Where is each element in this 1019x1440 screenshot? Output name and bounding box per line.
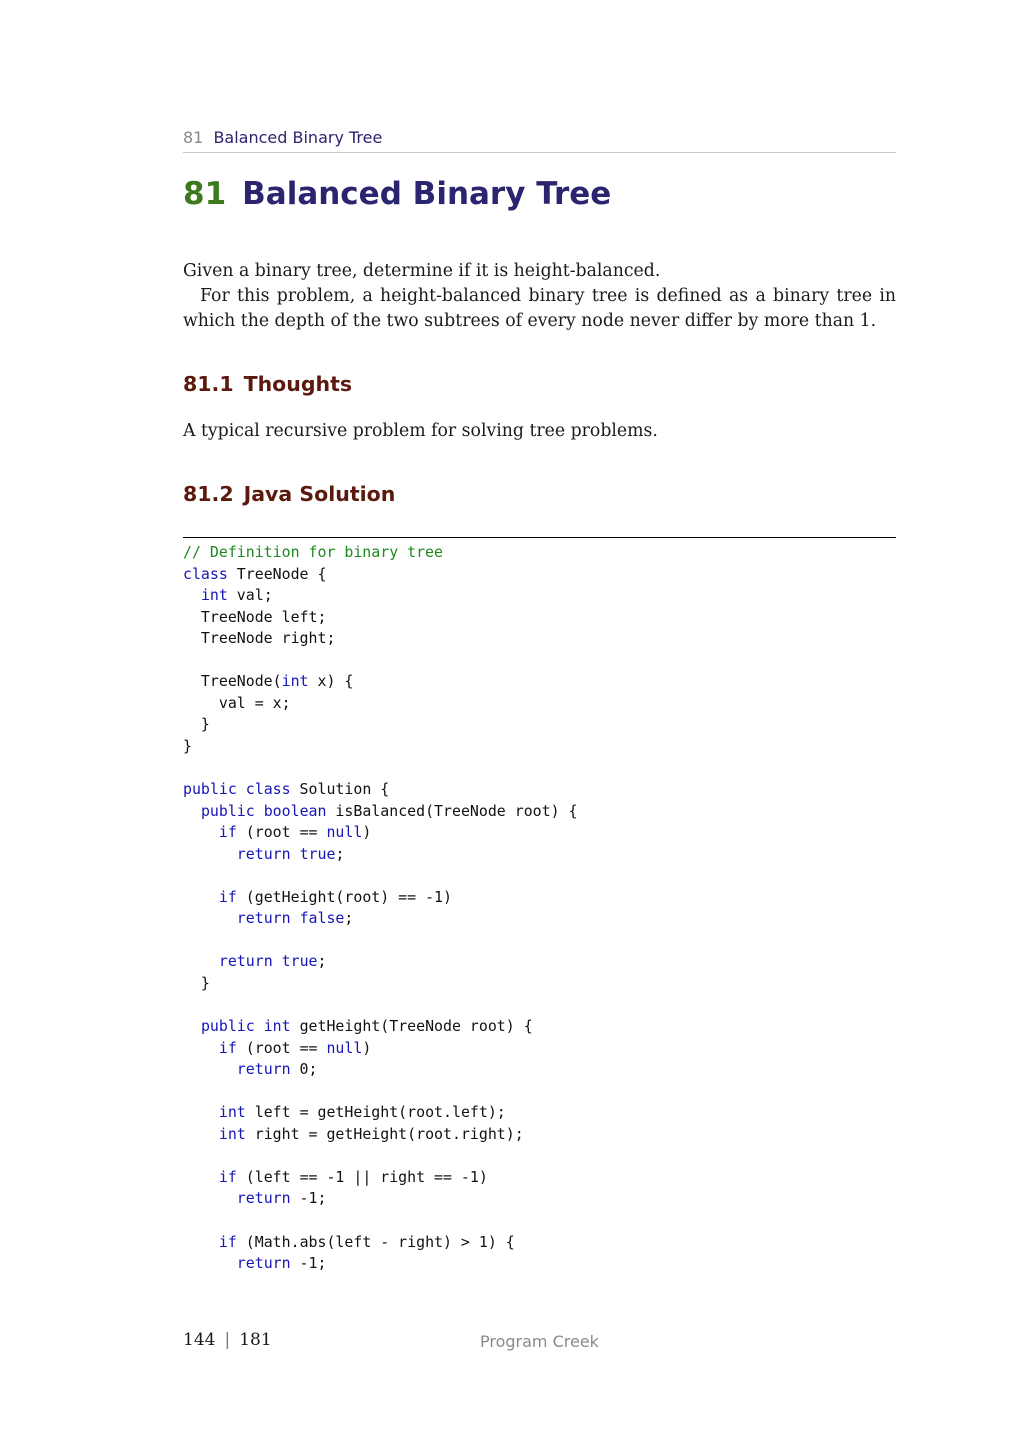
code-text: TreeNode right;	[183, 629, 336, 648]
code-text	[183, 1189, 237, 1207]
code-line	[183, 1167, 578, 1189]
code-text	[183, 1039, 219, 1057]
code-text: x) {	[308, 672, 354, 691]
code-text	[183, 1103, 219, 1121]
code-keyword: class	[183, 564, 228, 583]
code-line	[183, 930, 578, 952]
code-text: (getHeight(root) == -1)	[236, 887, 452, 906]
intro-paragraph-2: For this problem, a height-balanced binary tree is defined as a binary tree in which the depth of the two subtrees of every node never differ by more than 1.	[183, 286, 896, 331]
section-number: 81.2	[183, 482, 234, 506]
code-text	[183, 1168, 219, 1186]
code-keyword: false	[299, 909, 345, 928]
code-text: (root ==	[236, 823, 327, 842]
code-line	[183, 585, 578, 607]
code-text: ;	[344, 909, 354, 928]
code-keyword: if	[218, 1038, 237, 1057]
total-pages: 181	[239, 1330, 272, 1350]
code-text	[183, 952, 219, 970]
code-line	[183, 628, 578, 650]
code-line	[183, 779, 578, 801]
code-keyword: boolean	[263, 801, 327, 820]
code-keyword: int	[200, 586, 228, 605]
code-line	[183, 1210, 578, 1232]
chapter-number: 81	[183, 176, 227, 212]
code-line	[183, 607, 578, 629]
running-header-title: Balanced Binary Tree	[213, 128, 383, 147]
code-listing	[183, 542, 578, 1275]
code-text: ;	[335, 844, 345, 863]
code-text	[183, 1233, 219, 1251]
code-text: val;	[227, 586, 273, 605]
code-line	[183, 994, 578, 1016]
code-line	[183, 1253, 578, 1275]
code-text: (root ==	[236, 1038, 327, 1057]
code-keyword: null	[326, 823, 363, 842]
code-line	[183, 564, 578, 586]
thoughts-paragraph: A typical recursive problem for solving tree problems.	[183, 421, 658, 441]
code-line	[183, 1059, 578, 1081]
code-text: )	[362, 1038, 372, 1057]
code-text: }	[183, 736, 192, 755]
section-title-thoughts	[183, 372, 352, 396]
code-line	[183, 887, 578, 909]
code-line	[183, 1145, 578, 1167]
code-text: (left == -1 || right == -1)	[236, 1167, 488, 1186]
code-line	[183, 757, 578, 779]
code-text	[183, 586, 201, 604]
chapter-title	[183, 176, 611, 212]
section-title-text: Java Solution	[243, 482, 396, 506]
code-text: getHeight(TreeNode root) {	[290, 1017, 533, 1036]
code-keyword: if	[218, 1167, 237, 1186]
code-line	[183, 973, 578, 995]
code-text	[237, 780, 246, 798]
code-keyword: if	[218, 887, 237, 906]
code-line	[183, 650, 578, 672]
code-line	[183, 1124, 578, 1146]
code-text: TreeNode left;	[183, 607, 327, 626]
code-keyword: int	[263, 1017, 291, 1036]
code-line	[183, 736, 578, 758]
code-keyword: int	[281, 672, 309, 691]
code-keyword: return	[236, 1254, 291, 1273]
code-line	[183, 1232, 578, 1254]
code-keyword: if	[218, 823, 237, 842]
code-line	[183, 1016, 578, 1038]
code-text	[255, 1017, 264, 1035]
code-text	[183, 823, 219, 841]
code-comment: // Definition for binary tree	[183, 543, 443, 561]
code-line	[183, 951, 578, 973]
code-keyword: if	[218, 1232, 237, 1251]
code-top-rule	[183, 537, 896, 538]
code-line	[183, 1102, 578, 1124]
code-line	[183, 1188, 578, 1210]
code-keyword: return	[218, 952, 273, 971]
code-keyword: true	[299, 844, 336, 863]
code-text: }	[183, 973, 210, 992]
code-text	[183, 1017, 201, 1035]
code-text	[183, 909, 237, 927]
code-line	[183, 1081, 578, 1103]
code-text: isBalanced(TreeNode root) {	[326, 801, 578, 820]
code-text: 0;	[290, 1060, 318, 1079]
code-text: (Math.abs(left - right) > 1) {	[236, 1232, 515, 1251]
code-text	[255, 802, 264, 820]
code-keyword: int	[218, 1124, 246, 1143]
code-line	[183, 671, 578, 693]
footer-page-number	[183, 1330, 272, 1350]
code-text	[291, 845, 300, 863]
code-text: TreeNode {	[227, 564, 327, 583]
code-keyword: class	[245, 780, 291, 799]
code-text	[291, 909, 300, 927]
code-keyword: public	[200, 801, 255, 820]
code-line	[183, 714, 578, 736]
running-header	[183, 128, 896, 153]
code-line	[183, 908, 578, 930]
code-text: -1;	[290, 1189, 327, 1208]
code-keyword: int	[218, 1103, 246, 1122]
footer-brand: Program Creek	[480, 1332, 599, 1351]
code-keyword: true	[281, 952, 318, 971]
code-keyword: public	[183, 780, 237, 799]
code-text	[183, 1254, 237, 1272]
current-page: 144	[183, 1330, 216, 1350]
code-text: ;	[317, 952, 327, 971]
code-line	[183, 801, 578, 823]
section-number: 81.1	[183, 372, 234, 396]
code-line	[183, 1038, 578, 1060]
code-keyword: return	[236, 844, 291, 863]
code-text	[183, 802, 201, 820]
code-text	[273, 952, 282, 970]
code-text: )	[362, 823, 372, 842]
code-line	[183, 844, 578, 866]
chapter-title-text: Balanced Binary Tree	[242, 176, 612, 212]
code-keyword: null	[326, 1038, 363, 1057]
code-text: val = x;	[183, 693, 291, 712]
code-text: }	[183, 715, 210, 734]
code-line	[183, 822, 578, 844]
section-title-java-solution	[183, 482, 395, 506]
section-title-text: Thoughts	[243, 372, 353, 396]
code-text	[183, 888, 219, 906]
code-text: left = getHeight(root.left);	[245, 1103, 506, 1122]
code-text	[183, 845, 237, 863]
code-line	[183, 693, 578, 715]
code-keyword: public	[200, 1017, 255, 1036]
code-line	[183, 542, 578, 564]
code-text: TreeNode(	[183, 672, 282, 691]
code-keyword: return	[236, 1189, 291, 1208]
code-text	[183, 1060, 237, 1078]
code-text: Solution {	[290, 780, 390, 799]
intro-paragraph-1: Given a binary tree, determine if it is height-balanced.	[183, 261, 661, 281]
code-keyword: return	[236, 1060, 291, 1079]
code-text: right = getHeight(root.right);	[245, 1124, 524, 1143]
page-separator: |	[224, 1330, 231, 1350]
code-text	[183, 1125, 219, 1143]
running-header-number: 81	[183, 128, 204, 147]
code-line	[183, 865, 578, 887]
code-keyword: return	[236, 909, 291, 928]
code-text: -1;	[290, 1254, 327, 1273]
